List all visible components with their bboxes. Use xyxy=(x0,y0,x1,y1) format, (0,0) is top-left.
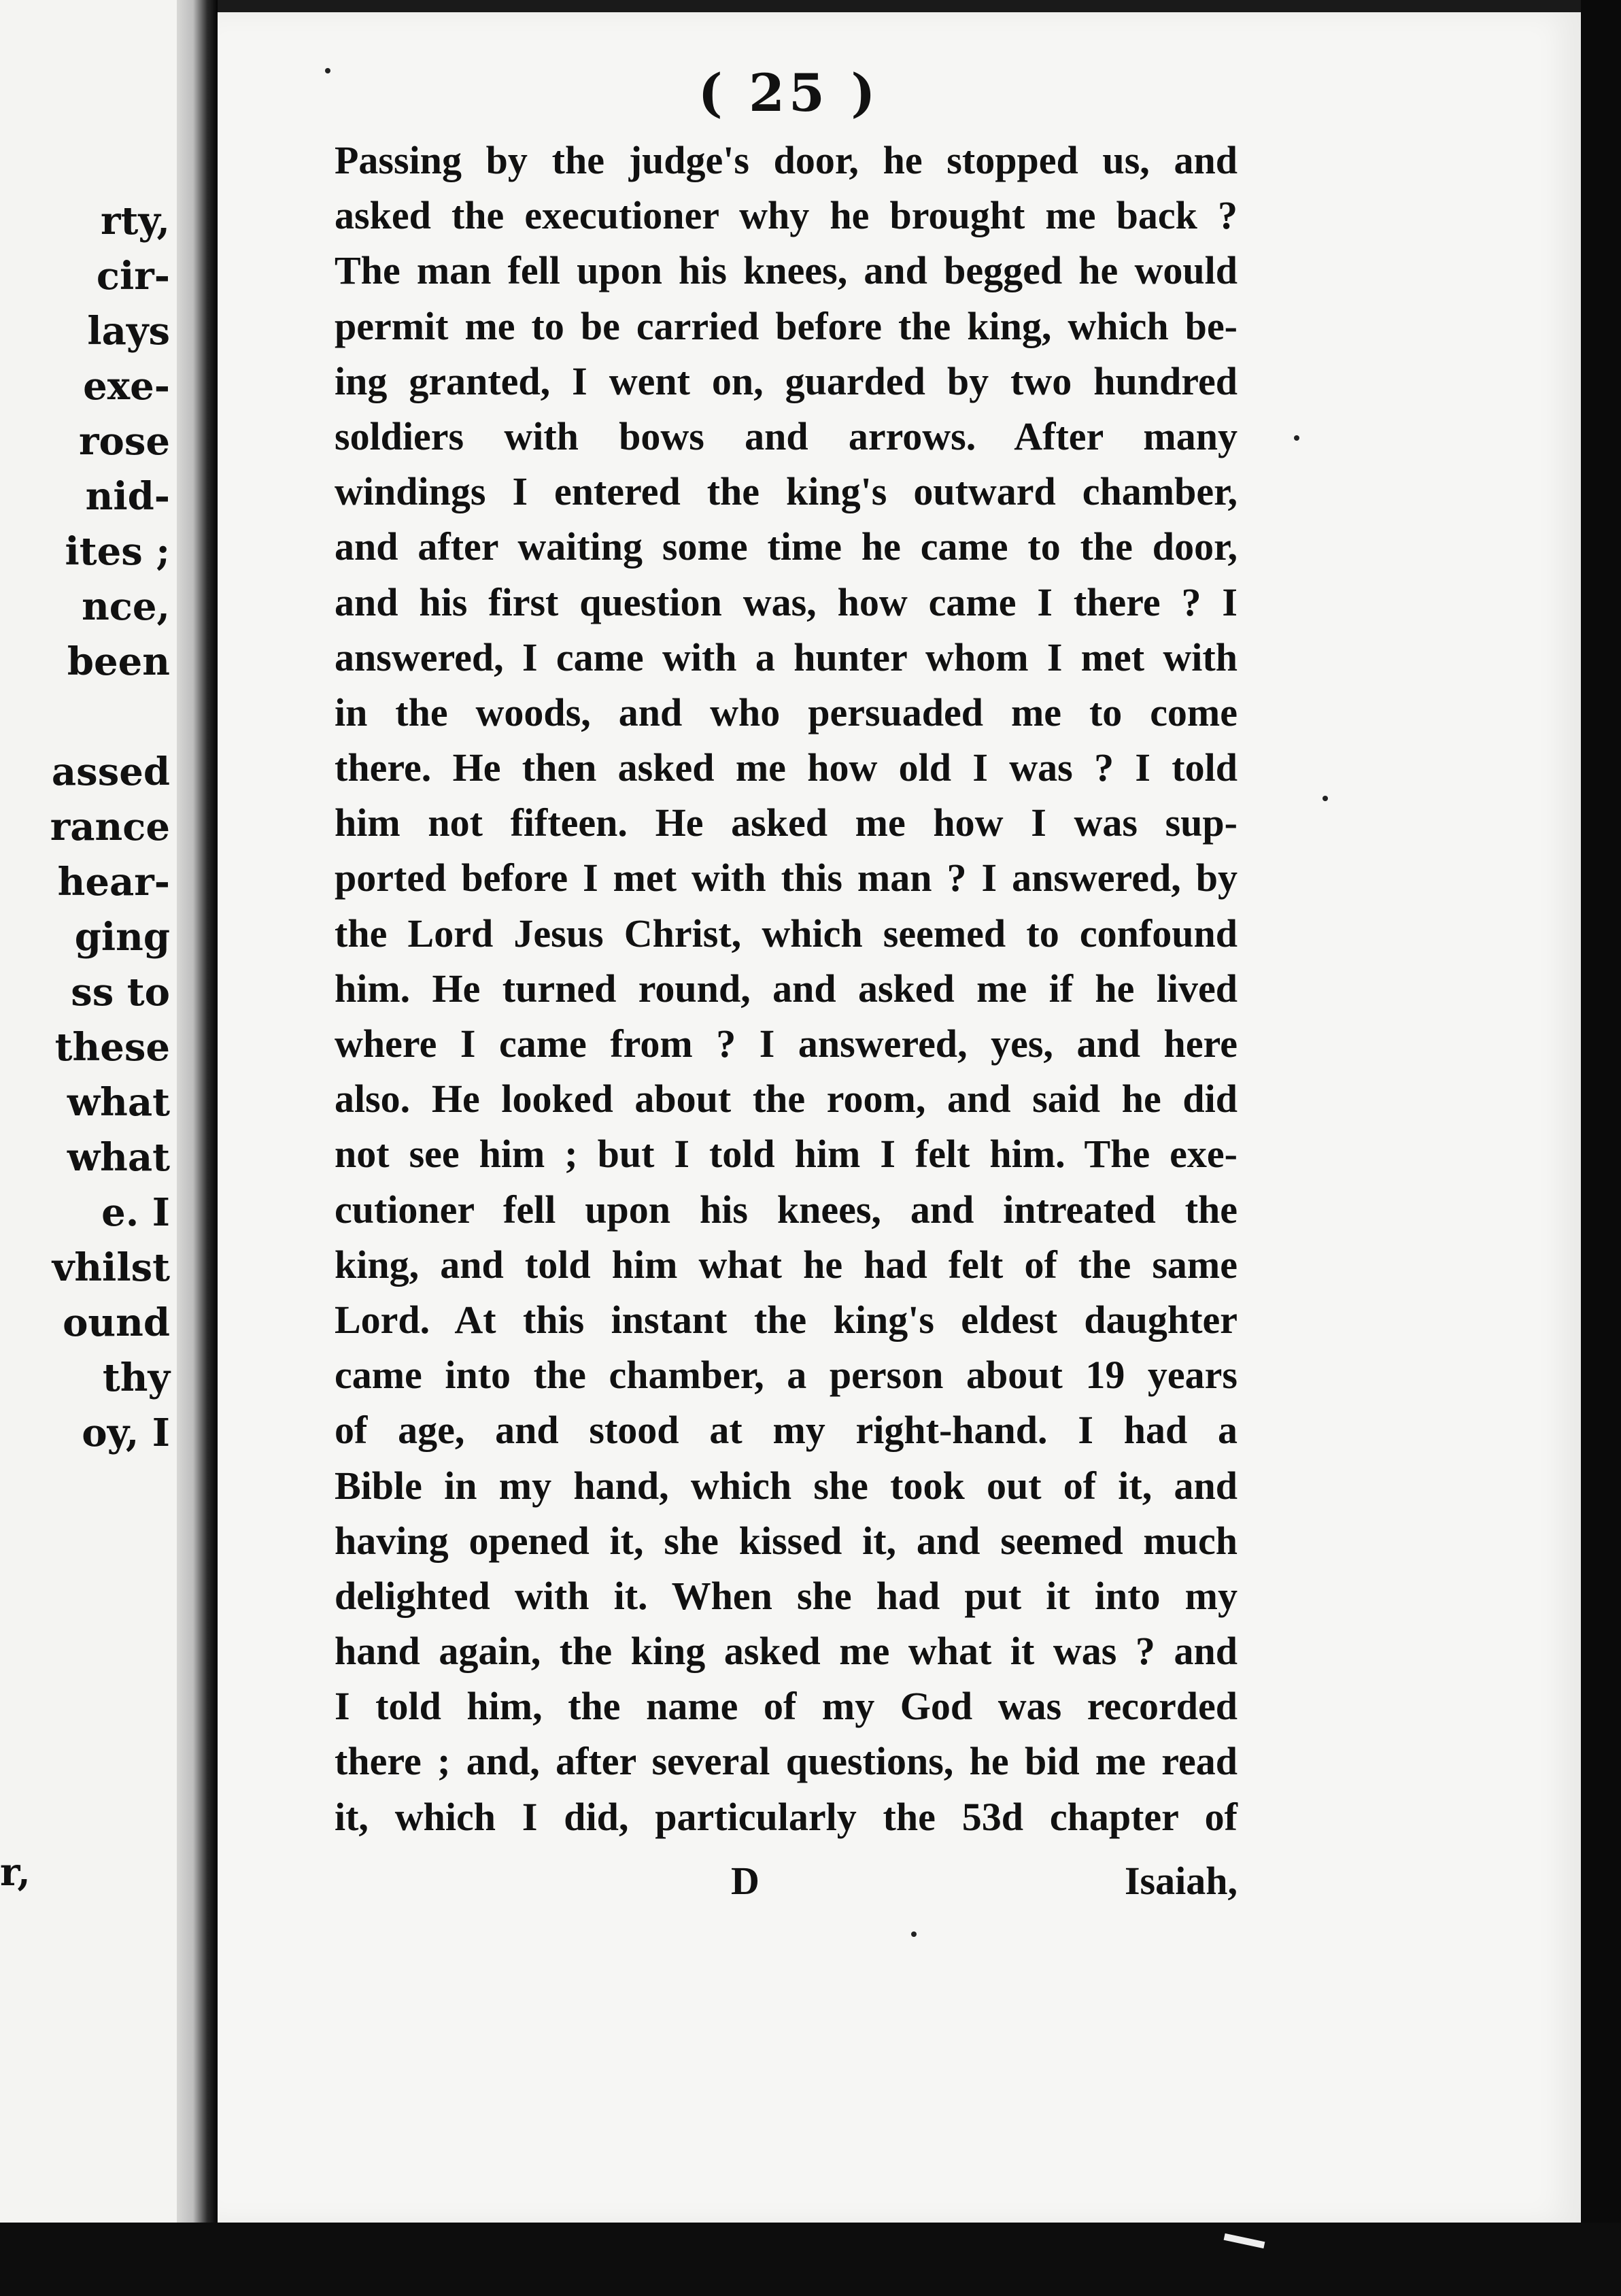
text-line: and after waiting some time he came to the door, xyxy=(335,524,1238,569)
left-fragment-line: nid- xyxy=(85,474,170,519)
catchword: Isaiah, xyxy=(1124,1859,1238,1903)
left-fragment-line: ound xyxy=(63,1300,170,1345)
book-gutter xyxy=(177,0,218,2296)
left-fragment-line: ss to xyxy=(71,970,170,1015)
text-line: Bible in my hand, which she took out of it, and xyxy=(335,1463,1238,1508)
left-page-fragment xyxy=(0,0,177,2296)
left-fragment-line: thy xyxy=(102,1355,170,1400)
text-line: Lord. At this instant the king's eldest daughter xyxy=(335,1297,1238,1342)
text-line: answered, I came with a hunter whom I met with xyxy=(335,635,1238,679)
text-line: him not fifteen. He asked me how I was sup- xyxy=(335,800,1238,845)
ink-speck xyxy=(1294,435,1299,441)
left-fragment-line: been xyxy=(67,639,170,684)
text-line: having opened it, she kissed it, and seemed much xyxy=(335,1518,1238,1563)
left-fragment-line: exe- xyxy=(83,364,170,409)
text-line: in the woods, and who persuaded me to come xyxy=(335,690,1238,735)
left-fragment-line: what xyxy=(67,1080,170,1125)
text-line: him. He turned round, and asked me if he lived xyxy=(335,966,1238,1011)
text-line: soldiers with bows and arrows. After many xyxy=(335,413,1238,458)
text-line: also. He looked about the room, and said he did xyxy=(335,1077,1238,1121)
ink-speck xyxy=(325,68,330,73)
signature-mark: D xyxy=(731,1859,760,1903)
text-line: and his first question was, how came I there ? I xyxy=(335,579,1238,624)
left-fragment-line: e. I xyxy=(101,1190,170,1235)
text-line: of age, and stood at my right-hand. I had a xyxy=(335,1408,1238,1453)
text-line: I told him, the name of my God was recorded xyxy=(335,1684,1238,1729)
ink-speck xyxy=(911,1931,917,1937)
text-line: asked the executioner why he brought me back ? xyxy=(335,193,1238,238)
text-line: came into the chamber, a person about 19 years xyxy=(335,1353,1238,1398)
text-line: ported before I met with this man ? I answered, by xyxy=(335,856,1238,900)
left-fragment-line: assed xyxy=(51,749,170,794)
text-line: hand again, the king asked me what it was ? and xyxy=(335,1629,1238,1674)
text-line: The man fell upon his knees, and begged he would xyxy=(335,248,1238,293)
left-fragment-line: lays xyxy=(87,309,170,354)
text-line: Passing by the judge's door, he stopped us, and xyxy=(335,138,1238,182)
text-line: there. He then asked me how old I was ? I told xyxy=(335,745,1238,790)
left-fragment-line: rose xyxy=(78,419,170,464)
text-line: delighted with it. When she had put it into my xyxy=(335,1573,1238,1618)
text-line: cutioner fell upon his knees, and intreated the xyxy=(335,1187,1238,1232)
left-fragment-line: cir- xyxy=(96,254,170,299)
text-line: it, which I did, particularly the 53d chapter of xyxy=(335,1794,1238,1839)
text-line: not see him ; but I told him I felt him. The exe- xyxy=(335,1132,1238,1177)
scan-right-border xyxy=(1581,0,1621,2296)
left-fragment-line: ites ; xyxy=(65,529,170,574)
left-fragment-line: what xyxy=(67,1135,170,1180)
left-page-text-fragments xyxy=(0,194,170,1461)
ink-speck xyxy=(1323,796,1328,801)
left-fragment-line: nce, xyxy=(82,584,170,629)
text-line: king, and told him what he had felt of the same xyxy=(335,1242,1238,1287)
page-body-text xyxy=(335,133,1238,1844)
left-fragment-line: oy, I xyxy=(82,1411,170,1455)
left-fragment-line: these xyxy=(54,1025,170,1070)
text-line: ing granted, I went on, guarded by two hundred xyxy=(335,358,1238,403)
left-fragment-line: ging xyxy=(74,915,170,960)
left-fragment-line: rance xyxy=(50,805,170,849)
left-fragment-line: hear- xyxy=(57,860,170,905)
scan-bottom-border xyxy=(0,2223,1621,2296)
text-line: the Lord Jesus Christ, which seemed to confound xyxy=(335,911,1238,956)
text-line: windings I entered the king's outward chamber, xyxy=(335,469,1238,514)
left-fragment-line: rty, xyxy=(100,199,170,243)
page-number: ( 25 ) xyxy=(698,63,880,123)
left-page-tail-fragment: r, xyxy=(0,1850,31,1895)
left-fragment-line xyxy=(0,690,170,745)
text-line: permit me to be carried before the king, which be- xyxy=(335,303,1238,348)
text-line: there ; and, after several questions, he bid me read xyxy=(335,1739,1238,1784)
text-line: where I came from ? I answered, yes, and here xyxy=(335,1022,1238,1066)
left-fragment-line: vhilst xyxy=(52,1245,170,1290)
